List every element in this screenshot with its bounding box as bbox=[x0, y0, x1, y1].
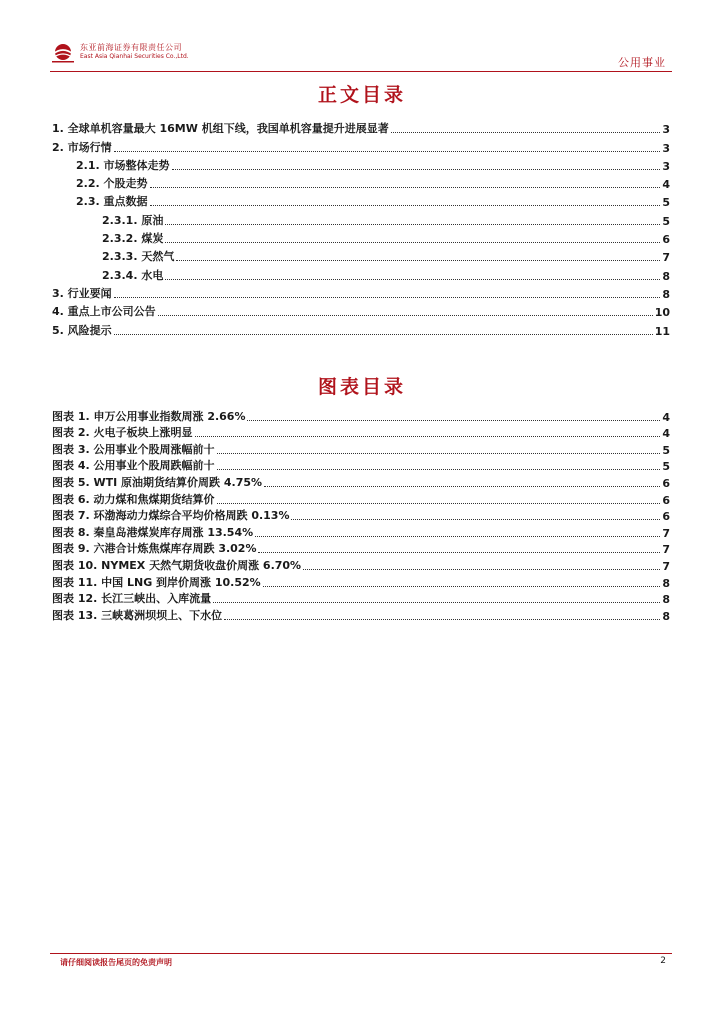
toc-entry-page: 10 bbox=[654, 306, 670, 320]
figure-entry-page: 8 bbox=[662, 593, 670, 607]
toc-entry-page: 7 bbox=[662, 251, 670, 265]
toc-entry-page: 5 bbox=[662, 214, 670, 228]
figure-entry-label: 图表 1. 申万公用事业指数周涨 2.66% bbox=[52, 409, 246, 423]
dot-leader bbox=[291, 519, 660, 520]
figure-entry[interactable] bbox=[52, 490, 670, 507]
dot-leader bbox=[247, 420, 660, 421]
dot-leader bbox=[150, 205, 661, 206]
figure-entry[interactable] bbox=[52, 573, 670, 590]
dot-leader bbox=[303, 569, 660, 570]
dot-leader bbox=[165, 279, 660, 280]
company-name-en: East Asia Qianhai Securities Co.,Ltd. bbox=[80, 53, 189, 60]
toc-title: 正文目录 bbox=[317, 84, 406, 106]
figure-entry-page: 6 bbox=[662, 493, 670, 507]
figure-entry-page: 6 bbox=[662, 476, 670, 490]
toc-entry-label: 5. 风险提示 bbox=[52, 323, 112, 337]
figure-entry[interactable] bbox=[52, 540, 670, 557]
figure-entry[interactable] bbox=[52, 523, 670, 540]
toc-entry-page: 3 bbox=[662, 141, 670, 155]
dot-leader bbox=[217, 503, 661, 504]
toc-entry-page: 8 bbox=[662, 269, 670, 283]
company-logo-icon bbox=[50, 42, 76, 64]
dot-leader bbox=[165, 224, 660, 225]
dot-leader bbox=[158, 315, 653, 316]
dot-leader bbox=[114, 151, 661, 152]
toc-entry-page: 3 bbox=[662, 159, 670, 173]
figure-entry-page: 7 bbox=[662, 559, 670, 573]
figure-entry-page: 8 bbox=[662, 609, 670, 623]
toc-entry-label: 2.1. 市场整体走势 bbox=[76, 158, 170, 172]
page-number: 2 bbox=[660, 956, 666, 966]
dot-leader bbox=[176, 260, 660, 261]
figure-entry-label: 图表 8. 秦皇岛港煤炭库存周涨 13.54% bbox=[52, 525, 254, 539]
dot-leader bbox=[213, 602, 660, 603]
toc-entry-page: 4 bbox=[662, 178, 670, 192]
figure-entry-page: 4 bbox=[662, 410, 670, 424]
toc-entry-page: 11 bbox=[654, 324, 670, 338]
figure-entry-label: 图表 10. NYMEX 天然气期货收盘价周涨 6.70% bbox=[52, 558, 302, 572]
figure-entry-page: 6 bbox=[662, 510, 670, 524]
footer-disclaimer: 请仔细阅读报告尾页的免责声明 bbox=[60, 958, 172, 967]
figure-entry-label: 图表 9. 六港合计炼焦煤库存周跌 3.02% bbox=[52, 542, 257, 556]
dot-leader bbox=[391, 132, 661, 133]
figure-entry-label: 图表 3. 公用事业个股周涨幅前十 bbox=[52, 442, 215, 456]
toc-entry-page: 5 bbox=[662, 196, 670, 210]
figure-entry[interactable] bbox=[52, 424, 670, 441]
toc-entry-label: 2.3. 重点数据 bbox=[76, 195, 148, 209]
toc-entry-page: 6 bbox=[662, 233, 670, 247]
dot-leader bbox=[195, 436, 661, 437]
figure-entry-page: 5 bbox=[662, 460, 670, 474]
dot-leader bbox=[165, 242, 660, 243]
toc-entry[interactable] bbox=[52, 118, 670, 136]
dot-leader bbox=[114, 297, 661, 298]
toc-entry[interactable] bbox=[52, 209, 670, 227]
dot-leader bbox=[263, 586, 661, 587]
dot-leader bbox=[224, 619, 660, 620]
page-header bbox=[50, 40, 672, 70]
toc-entry[interactable] bbox=[52, 264, 670, 282]
figure-entry-page: 5 bbox=[662, 443, 670, 457]
toc-list bbox=[52, 118, 670, 338]
toc-entry-label: 2.3.3. 天然气 bbox=[102, 250, 175, 264]
toc-entry-label: 2.3.4. 水电 bbox=[102, 268, 164, 282]
toc-entry-page: 8 bbox=[662, 287, 670, 301]
toc-entry[interactable] bbox=[52, 155, 670, 173]
figures-list bbox=[52, 407, 670, 623]
figure-entry[interactable] bbox=[52, 606, 670, 623]
dot-leader bbox=[114, 334, 653, 335]
figure-entry[interactable] bbox=[52, 407, 670, 424]
dot-leader bbox=[150, 187, 661, 188]
toc-entry[interactable] bbox=[52, 136, 670, 154]
toc-entry[interactable] bbox=[52, 173, 670, 191]
figure-entry-label: 图表 5. WTI 原油期货结算价周跌 4.75% bbox=[52, 475, 263, 489]
figure-entry-label: 图表 6. 动力煤和焦煤期货结算价 bbox=[52, 492, 215, 506]
figure-entry[interactable] bbox=[52, 507, 670, 524]
figure-entry-label: 图表 12. 长江三峡出、入库流量 bbox=[52, 592, 212, 606]
dot-leader bbox=[258, 552, 660, 553]
figure-entry-label: 图表 4. 公用事业个股周跌幅前十 bbox=[52, 459, 215, 473]
figure-entry-page: 7 bbox=[662, 526, 670, 540]
figure-entry[interactable] bbox=[52, 590, 670, 607]
figures-title: 图表目录 bbox=[317, 376, 406, 398]
dot-leader bbox=[172, 169, 661, 170]
toc-entry-label: 1. 全球单机容量最大 16MW 机组下线，我国单机容量提升进展显著 bbox=[52, 122, 389, 136]
figure-entry-page: 4 bbox=[662, 427, 670, 441]
company-name-cn: 东亚前海证券有限责任公司 bbox=[80, 43, 182, 52]
toc-entry-label: 4. 重点上市公司公告 bbox=[52, 305, 156, 319]
toc-entry[interactable] bbox=[52, 301, 670, 319]
figure-entry-label: 图表 11. 中国 LNG 到岸价周涨 10.52% bbox=[52, 575, 261, 589]
figure-entry-page: 8 bbox=[662, 576, 670, 590]
footer-divider bbox=[50, 953, 672, 954]
toc-entry[interactable] bbox=[52, 319, 670, 337]
figure-entry-page: 7 bbox=[662, 543, 670, 557]
figure-entry[interactable] bbox=[52, 473, 670, 490]
toc-entry[interactable] bbox=[52, 228, 670, 246]
dot-leader bbox=[255, 536, 660, 537]
figure-entry[interactable] bbox=[52, 556, 670, 573]
toc-entry-label: 2.2. 个股走势 bbox=[76, 177, 148, 191]
figure-entry-label: 图表 13. 三峡葛洲坝坝上、下水位 bbox=[52, 608, 223, 622]
toc-entry-label: 3. 行业要闻 bbox=[52, 286, 112, 300]
figure-entry-label: 图表 2. 火电子板块上涨明显 bbox=[52, 426, 193, 440]
toc-entry-label: 2.3.1. 原油 bbox=[102, 213, 164, 227]
figure-entry-label: 图表 7. 环渤海动力煤综合平均价格周跌 0.13% bbox=[52, 509, 290, 523]
toc-entry[interactable] bbox=[52, 246, 670, 264]
toc-entry-label: 2.3.2. 煤炭 bbox=[102, 232, 164, 246]
dot-leader bbox=[217, 469, 661, 470]
toc-entry-page: 3 bbox=[662, 123, 670, 137]
header-divider bbox=[50, 71, 672, 72]
dot-leader bbox=[264, 486, 660, 487]
figure-entry[interactable] bbox=[52, 457, 670, 474]
toc-entry[interactable] bbox=[52, 283, 670, 301]
dot-leader bbox=[217, 453, 661, 454]
report-sector: 公用事业 bbox=[618, 56, 666, 69]
toc-entry[interactable] bbox=[52, 191, 670, 209]
figure-entry[interactable] bbox=[52, 440, 670, 457]
toc-entry-label: 2. 市场行情 bbox=[52, 140, 112, 154]
